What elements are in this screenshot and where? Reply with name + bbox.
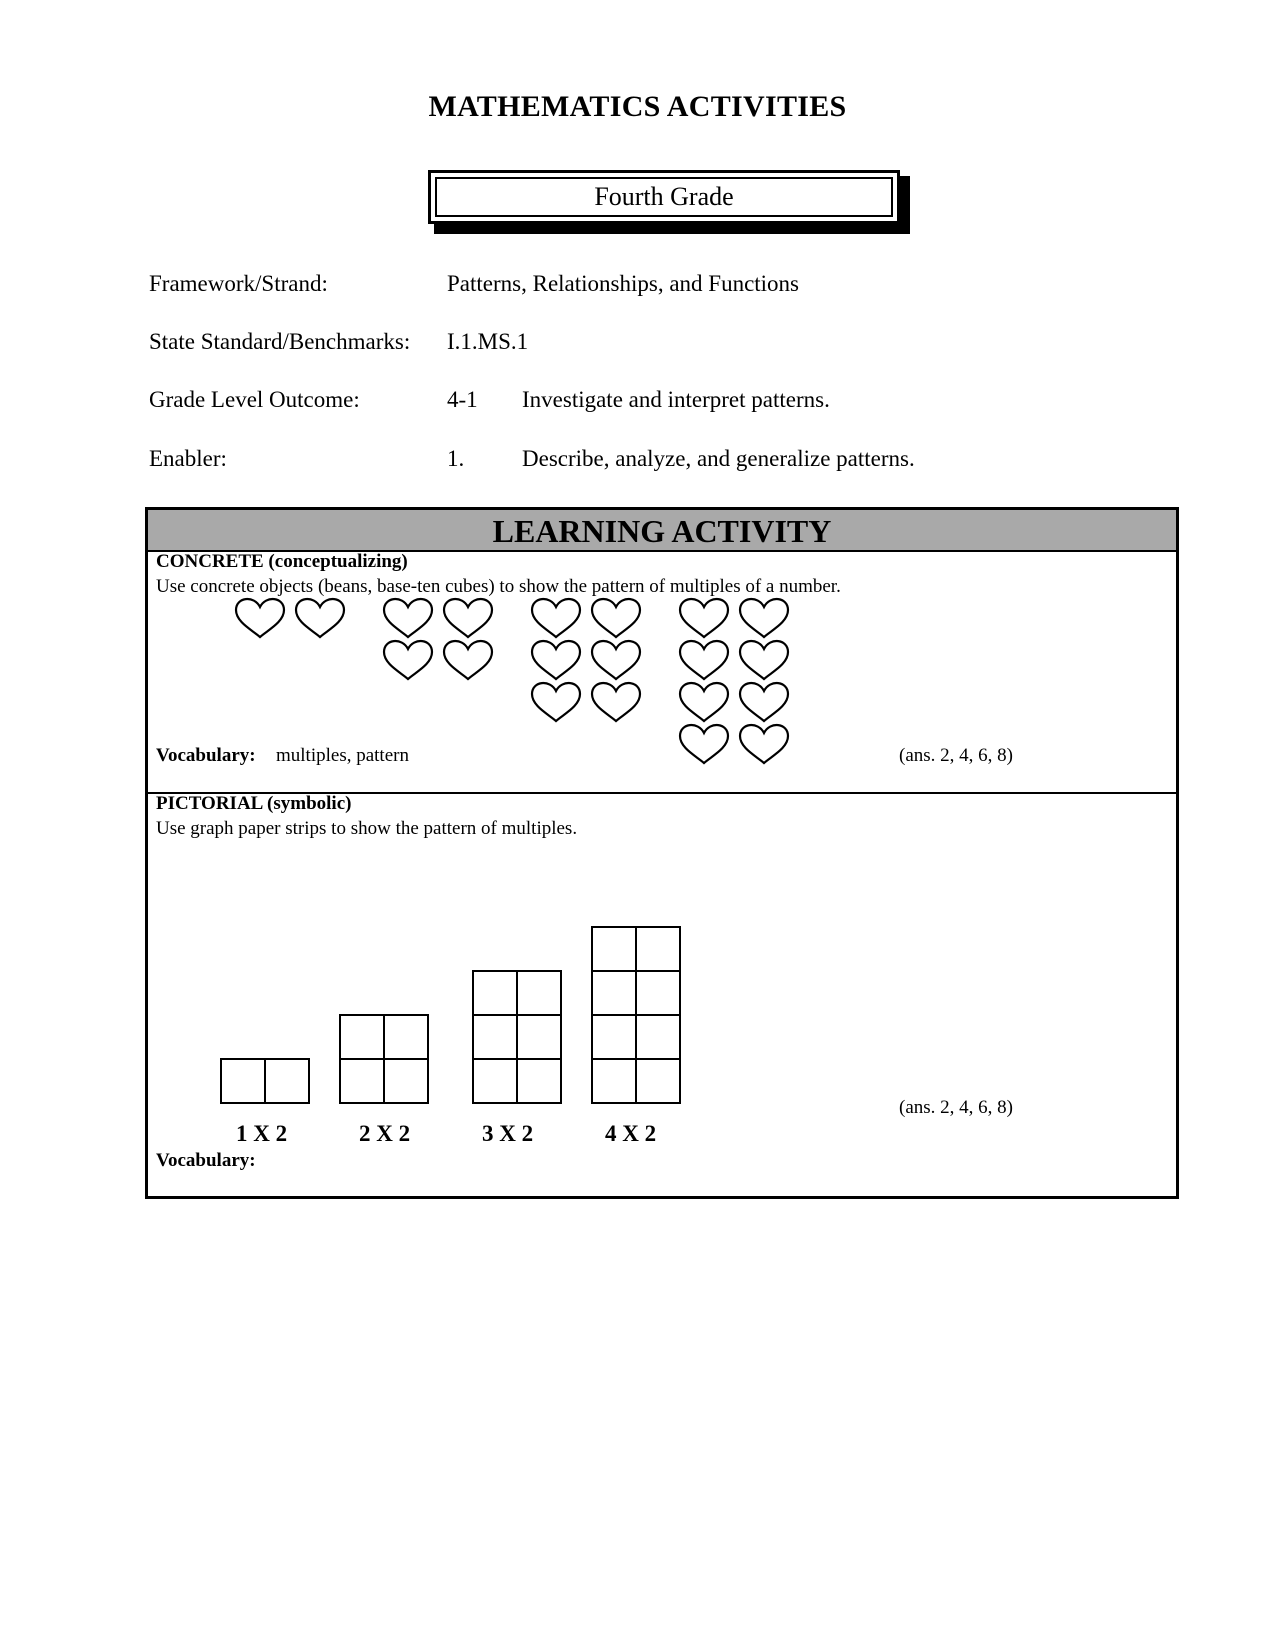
concrete-vocabulary-label: Vocabulary:: [156, 745, 256, 766]
strip-label-2: 2 X 2: [359, 1121, 411, 1146]
document-title: MATHEMATICS ACTIVITIES: [428, 90, 847, 123]
graph-cell: [517, 971, 561, 1015]
graph-cell: [517, 1015, 561, 1059]
concrete-description: Use concrete objects (beans, base-ten cubes) to show the pattern of multiples of a number.: [156, 576, 841, 597]
framework-label: Framework/Strand:: [149, 271, 328, 296]
pictorial-answer: (ans. 2, 4, 6, 8): [899, 1097, 1013, 1118]
graph-cell: [592, 927, 636, 971]
pictorial-vocabulary-label: Vocabulary:: [156, 1150, 256, 1171]
graph-cell: [592, 971, 636, 1015]
standard-value: I.1.MS.1: [447, 329, 529, 354]
graph-cell: [592, 1015, 636, 1059]
standard-label: State Standard/Benchmarks:: [149, 329, 411, 354]
pictorial-description: Use graph paper strips to show the pattern of multiples.: [156, 818, 578, 839]
enabler-label: Enabler:: [149, 446, 227, 471]
graph-cell: [384, 1015, 428, 1059]
strip-label-1: 1 X 2: [236, 1121, 288, 1146]
grade-label: Fourth Grade: [435, 177, 893, 217]
enabler-number: 1.: [447, 446, 465, 471]
graph-cell: [636, 1059, 680, 1103]
graph-cell: [340, 1059, 384, 1103]
pictorial-title: PICTORIAL (symbolic): [156, 793, 352, 814]
graph-cell: [636, 971, 680, 1015]
graph-cell: [473, 971, 517, 1015]
graph-cell: [592, 1059, 636, 1103]
graph-cell: [221, 1059, 265, 1103]
graph-cell: [517, 1059, 561, 1103]
outcome-text: Investigate and interpret patterns.: [522, 387, 830, 412]
framework-value: Patterns, Relationships, and Functions: [447, 271, 800, 296]
graph-cell: [340, 1015, 384, 1059]
strip-label-3: 3 X 2: [482, 1121, 534, 1146]
enabler-text: Describe, analyze, and generalize patterns.: [522, 446, 915, 471]
strip-label-4: 4 X 2: [605, 1121, 657, 1146]
graph-cell: [384, 1059, 428, 1103]
outcome-label: Grade Level Outcome:: [149, 387, 360, 412]
graph-cell: [636, 1015, 680, 1059]
graph-cell: [265, 1059, 309, 1103]
concrete-vocabulary-text: multiples, pattern: [276, 745, 409, 766]
outcome-code: 4-1: [447, 387, 478, 412]
concrete-title: CONCRETE (conceptualizing): [156, 551, 408, 572]
graph-cell: [473, 1015, 517, 1059]
graph-cell: [473, 1059, 517, 1103]
learning-activity-header: LEARNING ACTIVITY: [148, 510, 1176, 552]
graph-cell: [636, 927, 680, 971]
concrete-answer: (ans. 2, 4, 6, 8): [899, 745, 1013, 766]
